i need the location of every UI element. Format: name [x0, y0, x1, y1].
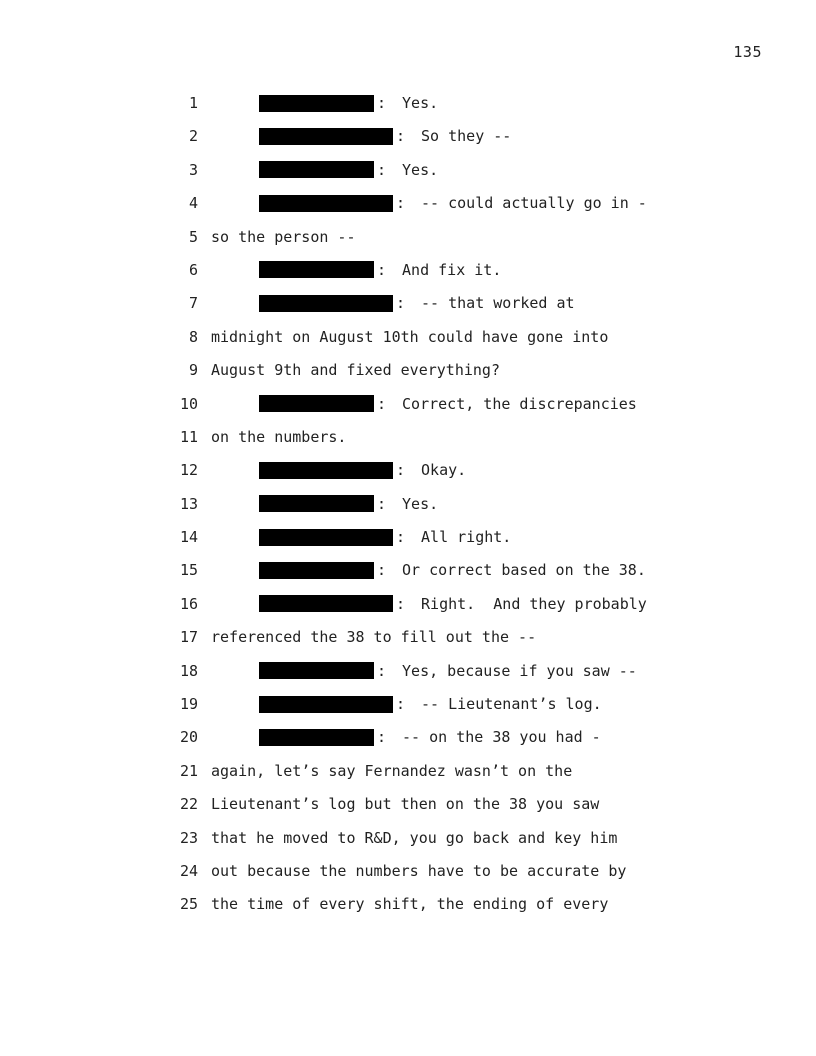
- line-content: [259, 192, 647, 214]
- line-number: 12: [179, 461, 198, 480]
- speaker-colon: :: [396, 695, 406, 714]
- transcript-line: [170, 426, 690, 459]
- transcript-line: [170, 660, 690, 693]
- transcript-line: [170, 893, 690, 926]
- transcript-body: [170, 92, 690, 927]
- line-text: Yes.: [402, 94, 439, 112]
- transcript-line: [170, 860, 690, 893]
- transcript-line: [170, 626, 690, 659]
- speaker-colon: :: [396, 528, 406, 547]
- speaker-colon: :: [377, 661, 387, 680]
- speaker-redaction: [259, 395, 374, 412]
- page-number: 135: [733, 43, 762, 61]
- line-content: [259, 393, 637, 415]
- line-text: And fix it.: [402, 260, 502, 279]
- line-text: So they --: [421, 127, 512, 146]
- transcript-line: [170, 459, 690, 492]
- line-text: out because the numbers have to be accurate by: [211, 861, 627, 880]
- line-number: 5: [188, 227, 198, 246]
- transcript-line: [170, 726, 690, 759]
- transcript-line: [170, 593, 690, 626]
- transcript-line: [170, 159, 690, 192]
- line-text: Okay.: [421, 461, 467, 480]
- line-text: Or correct based on the 38.: [402, 561, 646, 580]
- line-number: 3: [188, 160, 198, 179]
- line-number: 14: [179, 528, 198, 547]
- speaker-redaction: [259, 195, 393, 212]
- speaker-redaction: [259, 95, 374, 112]
- line-number: 24: [179, 861, 198, 880]
- speaker-redaction: [259, 462, 393, 479]
- line-text: -- Lieutenant’s log.: [421, 695, 602, 714]
- line-number: 19: [179, 695, 198, 714]
- speaker-colon: :: [377, 728, 387, 747]
- line-text: -- that worked at: [421, 294, 575, 313]
- speaker-colon: :: [377, 260, 387, 279]
- transcript-line: [170, 292, 690, 325]
- line-number: 25: [179, 895, 198, 914]
- line-number: 18: [179, 661, 198, 680]
- transcript-line: [170, 393, 690, 426]
- speaker-redaction: [259, 128, 393, 145]
- line-text: Yes.: [402, 160, 439, 179]
- line-number: 8: [188, 327, 198, 346]
- line-text: August 9th and fixed everything?: [211, 361, 500, 380]
- line-number: 23: [179, 828, 198, 847]
- transcript-line: [170, 793, 690, 826]
- speaker-colon: :: [377, 494, 387, 513]
- line-text: Right. And they probably: [421, 594, 647, 613]
- speaker-colon: :: [377, 394, 387, 413]
- line-text: Yes, because if you saw --: [402, 661, 637, 680]
- speaker-colon: :: [396, 294, 406, 313]
- transcript-line: [170, 760, 690, 793]
- line-content: [259, 292, 575, 314]
- speaker-redaction: [259, 729, 374, 746]
- line-content: [259, 593, 647, 615]
- line-text: that he moved to R&D, you go back and key him: [211, 828, 618, 847]
- speaker-redaction: [259, 662, 374, 679]
- line-content: [259, 493, 438, 515]
- transcript-line: [170, 125, 690, 158]
- speaker-colon: :: [377, 561, 387, 580]
- line-content: [259, 125, 511, 147]
- transcript-line: [170, 493, 690, 526]
- line-number: 13: [179, 494, 198, 513]
- line-number: 16: [179, 594, 198, 613]
- speaker-colon: :: [396, 461, 406, 480]
- speaker-redaction: [259, 562, 374, 579]
- line-number: 15: [179, 561, 198, 580]
- line-number: 1: [188, 94, 198, 112]
- line-content: [259, 92, 438, 114]
- speaker-colon: :: [377, 160, 387, 179]
- line-content: [259, 693, 602, 715]
- line-number: 10: [179, 394, 198, 413]
- speaker-redaction: [259, 295, 393, 312]
- line-number: 20: [179, 728, 198, 747]
- line-text: -- could actually go in -: [421, 194, 647, 213]
- line-number: 21: [179, 761, 198, 780]
- speaker-colon: :: [396, 194, 406, 213]
- transcript-line: [170, 192, 690, 225]
- line-content: [259, 559, 646, 581]
- line-content: [259, 526, 511, 548]
- speaker-redaction: [259, 595, 393, 612]
- line-number: 2: [188, 127, 198, 146]
- speaker-redaction: [259, 495, 374, 512]
- line-text: referenced the 38 to fill out the --: [211, 628, 537, 647]
- transcript-line: [170, 526, 690, 559]
- line-text: Lieutenant’s log but then on the 38 you saw: [211, 795, 600, 814]
- line-number: 11: [179, 427, 198, 446]
- transcript-line: [170, 559, 690, 592]
- line-number: 4: [188, 194, 198, 213]
- line-content: [259, 259, 501, 281]
- line-text: All right.: [421, 528, 512, 547]
- transcript-line: [170, 359, 690, 392]
- line-content: [259, 159, 438, 181]
- speaker-redaction: [259, 696, 393, 713]
- speaker-colon: :: [377, 94, 387, 112]
- line-text: on the numbers.: [211, 427, 347, 446]
- speaker-redaction: [259, 261, 374, 278]
- transcript-line: [170, 326, 690, 359]
- line-text: again, let’s say Fernandez wasn’t on the: [211, 761, 573, 780]
- transcript-line: [170, 827, 690, 860]
- line-text: so the person --: [211, 227, 356, 246]
- line-text: the time of every shift, the ending of every: [211, 895, 609, 914]
- transcript-line: [170, 92, 690, 125]
- transcript-line: [170, 259, 690, 292]
- transcript-line: [170, 226, 690, 259]
- line-number: 7: [188, 294, 198, 313]
- line-number: 9: [188, 361, 198, 380]
- speaker-redaction: [259, 161, 374, 178]
- line-number: 17: [179, 628, 198, 647]
- speaker-colon: :: [396, 127, 406, 146]
- speaker-colon: :: [396, 594, 406, 613]
- line-content: [259, 660, 637, 682]
- speaker-redaction: [259, 529, 393, 546]
- transcript-line: [170, 693, 690, 726]
- line-number: 6: [188, 260, 198, 279]
- line-content: [259, 459, 466, 481]
- line-number: 22: [179, 795, 198, 814]
- line-content: [259, 726, 601, 748]
- line-text: -- on the 38 you had -: [402, 728, 601, 747]
- line-text: Correct, the discrepancies: [402, 394, 637, 413]
- line-text: midnight on August 10th could have gone into: [211, 327, 609, 346]
- line-text: Yes.: [402, 494, 439, 513]
